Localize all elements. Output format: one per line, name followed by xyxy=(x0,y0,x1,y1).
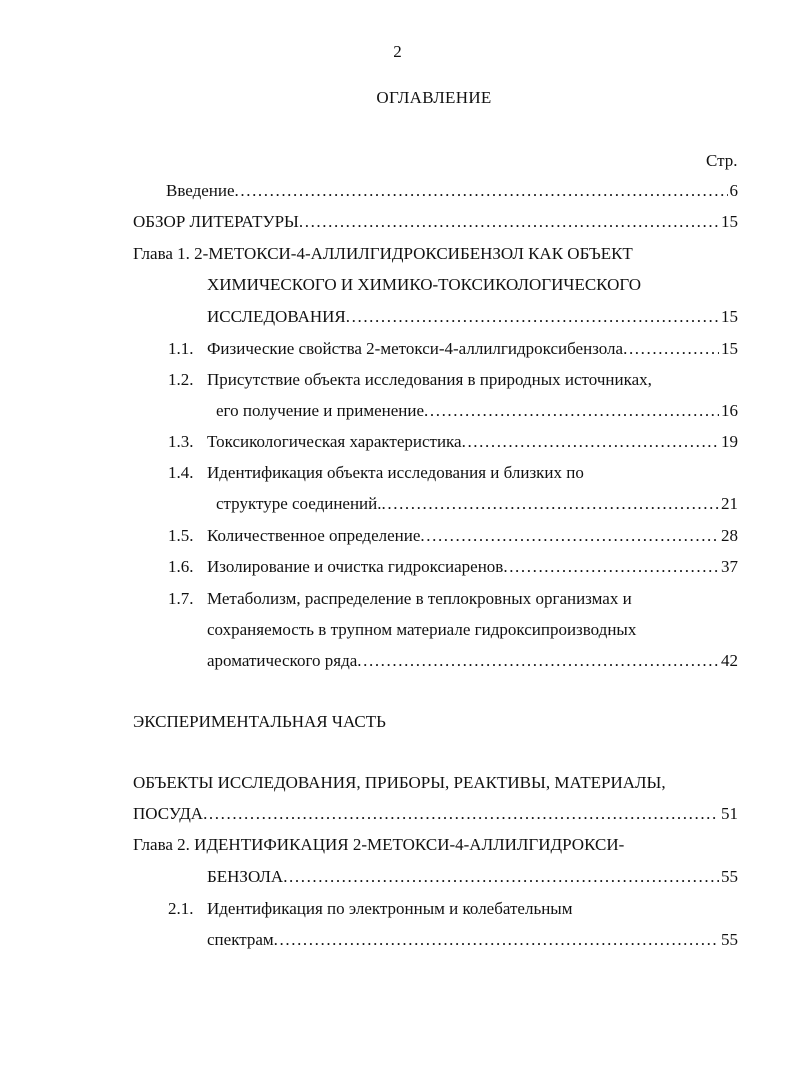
toc-entry-review[interactable] xyxy=(133,212,738,232)
toc-entry-page: 15 xyxy=(721,307,738,326)
toc-entry-page: 37 xyxy=(721,557,738,576)
toc-entry-chapter2[interactable] xyxy=(207,867,738,887)
toc-section-number: 1.3. xyxy=(168,432,194,451)
toc-leader-dots xyxy=(503,557,719,577)
toc-1-4-line1: Идентификация объекта исследования и близких по xyxy=(207,463,584,482)
toc-section-number: 2.1. xyxy=(168,899,194,918)
toc-entry-intro[interactable] xyxy=(166,181,738,201)
toc-objects-line1: ОБЪЕКТЫ ИССЛЕДОВАНИЯ, ПРИБОРЫ, РЕАКТИВЫ, МАТЕРИАЛЫ, xyxy=(133,773,666,792)
toc-entry-text: Физические свойства 2-метокси-4-аллилгидроксибензола xyxy=(207,339,624,358)
toc-1-2-line1: Присутствие объекта исследования в природных источниках, xyxy=(207,370,652,389)
toc-leader-dots xyxy=(420,526,719,546)
toc-entry-1-3[interactable] xyxy=(207,432,738,452)
toc-entry-text: структуре соединений. xyxy=(216,494,382,513)
toc-heading-experimental[interactable]: ЭКСПЕРИМЕНТАЛЬНАЯ ЧАСТЬ xyxy=(133,712,386,731)
toc-entry-1-1[interactable] xyxy=(207,339,738,359)
toc-entry-text: Изолирование и очистка гидроксиаренов xyxy=(207,557,504,576)
toc-entry-text: его получение и применение xyxy=(216,401,425,420)
toc-leader-dots xyxy=(283,867,719,887)
toc-entry-1-4[interactable] xyxy=(216,494,738,514)
toc-section-number: 1.5. xyxy=(168,526,194,545)
toc-entry-text: БЕНЗОЛА xyxy=(207,867,284,886)
toc-leader-dots xyxy=(235,181,728,201)
toc-entry-page: 55 xyxy=(721,930,738,949)
toc-1-7-line1: Метаболизм, распределение в теплокровных организмах и xyxy=(207,589,632,608)
toc-leader-dots xyxy=(424,401,719,421)
toc-entry-1-6[interactable] xyxy=(207,557,738,577)
toc-entry-text: ИССЛЕДОВАНИЯ xyxy=(207,307,346,326)
toc-section-number: 1.7. xyxy=(168,589,194,608)
toc-section-number: 1.4. xyxy=(168,463,194,482)
toc-section-number: 1.2. xyxy=(168,370,194,389)
toc-entry-page: 19 xyxy=(721,432,738,451)
toc-entry-objects[interactable] xyxy=(133,804,738,824)
toc-entry-text: спектрам xyxy=(207,930,274,949)
toc-entry-1-7[interactable] xyxy=(207,651,738,671)
toc-entry-text: Количественное определение xyxy=(207,526,421,545)
toc-chapter1-line1: Глава 1. 2-МЕТОКСИ-4-АЛЛИЛГИДРОКСИБЕНЗОЛ КАК ОБЪЕКТ xyxy=(133,244,633,263)
toc-section-number: 1.6. xyxy=(168,557,194,576)
toc-leader-dots xyxy=(357,651,719,671)
toc-chapter1-line2: ХИМИЧЕСКОГО И ХИМИКО-ТОКСИКОЛОГИЧЕСКОГО xyxy=(207,275,642,294)
page-column-label: Стр. xyxy=(706,151,738,170)
toc-entry-page: 16 xyxy=(721,401,738,420)
toc-leader-dots xyxy=(623,339,719,359)
toc-entry-text: Введение xyxy=(166,181,235,200)
toc-leader-dots xyxy=(299,212,719,232)
toc-entry-text: Токсикологическая характеристика xyxy=(207,432,462,451)
toc-entry-text: ПОСУДА xyxy=(133,804,204,823)
toc-entry-page: 42 xyxy=(721,651,738,670)
toc-entry-1-2[interactable] xyxy=(216,401,738,421)
toc-entry-page: 6 xyxy=(729,181,738,200)
toc-leader-dots xyxy=(462,432,719,452)
toc-2-1-line1: Идентификация по электронным и колебательным xyxy=(207,899,573,918)
page-title: ОГЛАВЛЕНИЕ xyxy=(376,88,492,107)
toc-leader-dots xyxy=(274,930,719,950)
toc-entry-page: 21 xyxy=(721,494,738,513)
toc-chapter2-line1: Глава 2. ИДЕНТИФИКАЦИЯ 2-МЕТОКСИ-4-АЛЛИЛГИДРОКСИ- xyxy=(133,835,625,854)
toc-entry-page: 28 xyxy=(721,526,738,545)
toc-1-7-line2: сохраняемость в трупном материале гидроксипроизводных xyxy=(207,620,637,639)
toc-leader-dots xyxy=(382,494,719,514)
toc-entry-chapter1[interactable] xyxy=(207,307,738,327)
toc-leader-dots xyxy=(203,804,719,824)
toc-entry-page: 51 xyxy=(721,804,738,823)
toc-section-number: 1.1. xyxy=(168,339,194,358)
toc-leader-dots xyxy=(346,307,719,327)
toc-entry-page: 55 xyxy=(721,867,738,886)
toc-entry-2-1[interactable] xyxy=(207,930,738,950)
toc-entry-text: ароматического ряда xyxy=(207,651,358,670)
toc-entry-1-5[interactable] xyxy=(207,526,738,546)
page-number: 2 xyxy=(393,42,402,61)
toc-entry-text: ОБЗОР ЛИТЕРАТУРЫ xyxy=(133,212,299,231)
toc-entry-page: 15 xyxy=(721,339,738,358)
toc-entry-page: 15 xyxy=(721,212,738,231)
